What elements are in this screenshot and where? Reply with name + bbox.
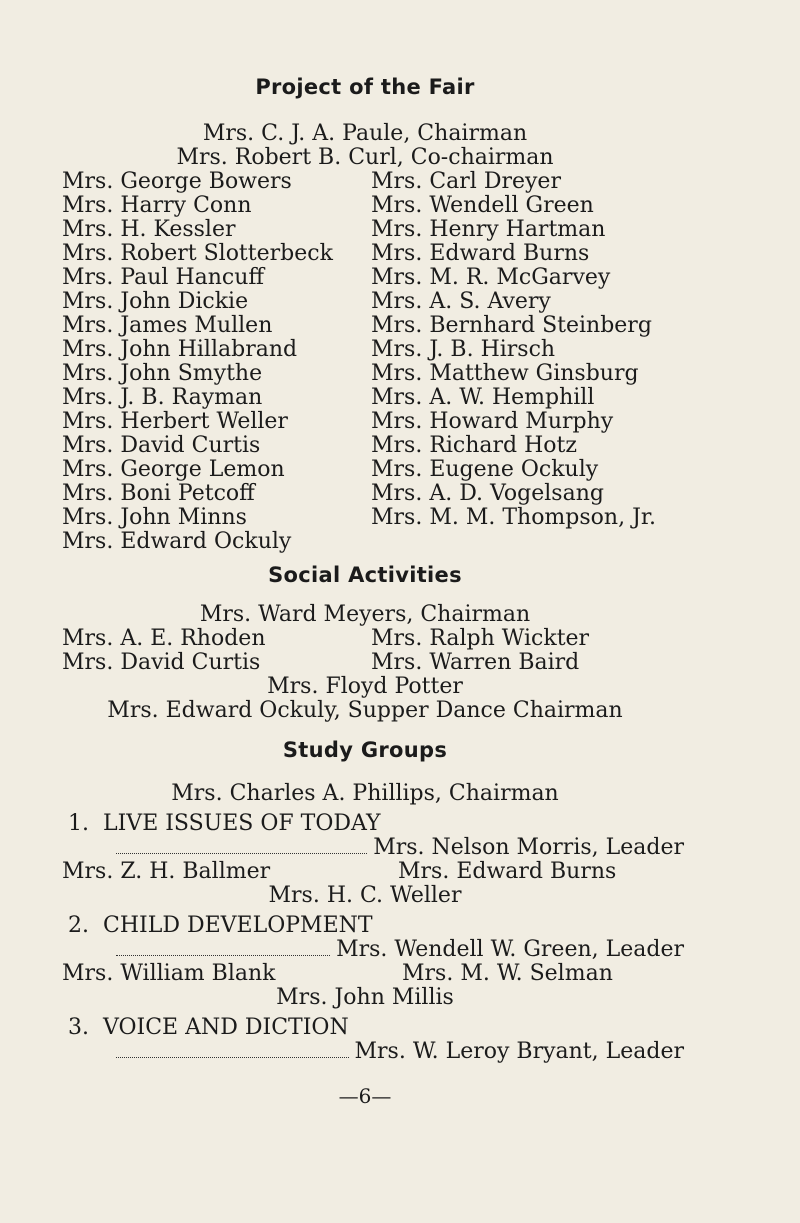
- fair-member-right: Mrs. J. B. Hirsch: [371, 337, 556, 362]
- study-heading: Study Groups: [282, 738, 448, 762]
- study-group-leader-line: [116, 836, 684, 860]
- fair-member-right: Mrs. Eugene Ockuly: [371, 457, 599, 482]
- fair-member-right: Mrs. Henry Hartman: [371, 217, 606, 242]
- study-group-title: [68, 914, 373, 938]
- social-chairman: Mrs. Ward Meyers, Chairman: [199, 602, 531, 627]
- group-name: CHILD DEVELOPMENT: [103, 913, 373, 938]
- study-group-title: [68, 1016, 349, 1040]
- fair-member-left: Mrs. David Curtis: [62, 433, 261, 458]
- study-group-leader-line: [116, 1040, 684, 1064]
- fair-member-right: Mrs. M. R. McGarvey: [371, 265, 611, 290]
- supper-dance-chairman: Mrs. Edward Ockuly, Supper Dance Chairman: [107, 698, 623, 723]
- group-name: VOICE AND DICTION: [103, 1015, 349, 1040]
- fair-member-right: Mrs. Howard Murphy: [371, 409, 614, 434]
- fair-heading: Project of the Fair: [255, 75, 475, 99]
- group-member-right: Mrs. M. W. Selman: [402, 961, 613, 986]
- fair-member-left: Mrs. John Minns: [62, 505, 247, 530]
- study-group-leader-line: [116, 938, 684, 962]
- fair-member-right: Mrs. Matthew Ginsburg: [371, 361, 639, 386]
- fair-member-left: Mrs. Harry Conn: [62, 193, 252, 218]
- fair-member-left: Mrs. George Lemon: [62, 457, 285, 482]
- group-leader: Mrs. Wendell W. Green, Leader: [336, 937, 684, 962]
- social-heading: Social Activities: [268, 563, 462, 587]
- fair-member-left: Mrs. Edward Ockuly: [62, 529, 292, 554]
- fair-member-right: Mrs. Richard Hotz: [371, 433, 577, 458]
- group-name: LIVE ISSUES OF TODAY: [103, 811, 381, 836]
- group-member-right: Mrs. Edward Burns: [398, 859, 617, 884]
- social-member-right: Mrs. Ralph Wickter: [371, 626, 590, 651]
- fair-member-left: Mrs. Paul Hancuff: [62, 265, 265, 290]
- dot-leader: [116, 941, 330, 956]
- fair-member-right: Mrs. A. W. Hemphill: [371, 385, 595, 410]
- fair-member-right: Mrs. Edward Burns: [371, 241, 590, 266]
- fair-member-right: Mrs. Carl Dreyer: [371, 169, 561, 194]
- group-member-left: Mrs. William Blank: [62, 961, 276, 986]
- fair-member-left: Mrs. J. B. Rayman: [62, 385, 263, 410]
- dot-leader: [116, 839, 367, 854]
- fair-chairman: Mrs. C. J. A. Paule, Chairman: [202, 121, 528, 146]
- fair-member-right: Mrs. Bernhard Steinberg: [371, 313, 652, 338]
- fair-member-left: Mrs. Robert Slotterbeck: [62, 241, 333, 266]
- study-chairman: Mrs. Charles A. Phillips, Chairman: [171, 781, 559, 806]
- fair-member-left: Mrs. George Bowers: [62, 169, 292, 194]
- fair-member-left: Mrs. Boni Petcoff: [62, 481, 255, 506]
- fair-member-left: Mrs. H. Kessler: [62, 217, 236, 242]
- fair-member-left: Mrs. John Hillabrand: [62, 337, 298, 362]
- fair-member-left: Mrs. Herbert Weller: [62, 409, 288, 434]
- fair-member-right: Mrs. M. M. Thompson, Jr.: [371, 505, 656, 530]
- group-member-extra: Mrs. H. C. Weller: [268, 883, 462, 908]
- social-member-left: Mrs. David Curtis: [62, 650, 261, 675]
- fair-cochairman: Mrs. Robert B. Curl, Co-chairman: [176, 145, 554, 170]
- group-leader: Mrs. W. Leroy Bryant, Leader: [354, 1039, 684, 1064]
- fair-member-right: Mrs. A. D. Vogelsang: [371, 481, 604, 506]
- page-number: —6—: [338, 1084, 392, 1108]
- group-number: 3.: [68, 1015, 89, 1040]
- group-member-extra: Mrs. John Millis: [276, 985, 454, 1010]
- social-member-left: Mrs. A. E. Rhoden: [62, 626, 266, 651]
- fair-member-left: Mrs. James Mullen: [62, 313, 273, 338]
- dot-leader: [116, 1043, 349, 1058]
- fair-member-left: Mrs. John Dickie: [62, 289, 249, 314]
- social-member-extra: Mrs. Floyd Potter: [267, 674, 463, 699]
- group-number: 2.: [68, 913, 89, 938]
- fair-member-left: Mrs. John Smythe: [62, 361, 263, 386]
- group-leader: Mrs. Nelson Morris, Leader: [373, 835, 684, 860]
- group-member-left: Mrs. Z. H. Ballmer: [62, 859, 271, 884]
- fair-member-right: Mrs. A. S. Avery: [371, 289, 551, 314]
- fair-member-right: Mrs. Wendell Green: [371, 193, 594, 218]
- study-group-title: [68, 812, 381, 836]
- social-member-right: Mrs. Warren Baird: [371, 650, 580, 675]
- group-number: 1.: [68, 811, 89, 836]
